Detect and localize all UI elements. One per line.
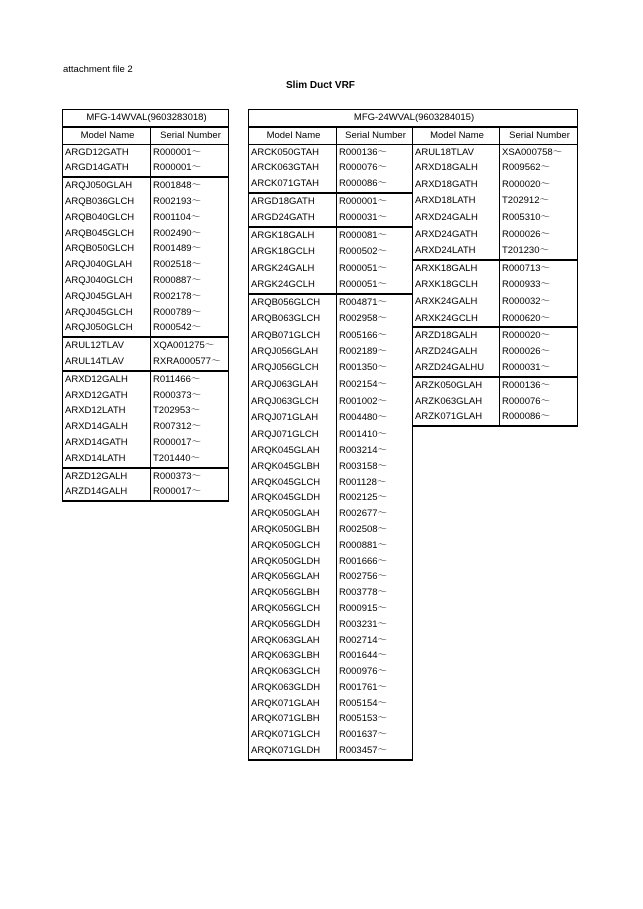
table-row (249, 377, 578, 394)
model-name-cell: ARXK18GCLH (413, 277, 500, 294)
model-name-cell: ARQK045GLCH (249, 475, 337, 491)
model-name-cell: ARXD12GATH (63, 388, 151, 404)
serial-number-cell: R002756〜 (337, 569, 413, 585)
table-row (249, 601, 578, 617)
serial-number-cell: R001350〜 (337, 360, 413, 377)
serial-number-cell: R002508〜 (337, 522, 413, 538)
table-row (63, 354, 229, 371)
table-row (63, 273, 229, 289)
table-row (63, 451, 229, 468)
model-name-cell: ARQK045GLDH (249, 490, 337, 506)
table-row (249, 426, 578, 443)
empty-cell (413, 459, 500, 475)
table-row (63, 194, 229, 210)
model-name-cell: ARQK071GLCH (249, 727, 337, 743)
model-name-cell: ARZK063GLAH (413, 394, 500, 410)
model-name-cell: ARQK056GLBH (249, 585, 337, 601)
model-name-cell: ARUL18TLAV (413, 144, 500, 160)
table-row (249, 277, 578, 294)
serial-number-cell: T202912〜 (500, 193, 578, 210)
model-name-cell: ARXD12GALH (63, 371, 151, 388)
table-row (249, 696, 578, 712)
serial-number-cell: R002189〜 (337, 344, 413, 360)
model-name-cell: ARUL12TLAV (63, 337, 151, 354)
table-row (63, 241, 229, 257)
model-name-cell: ARGK18GALH (249, 227, 337, 244)
serial-number-cell: R000789〜 (151, 305, 229, 321)
document-title: Slim Duct VRF (286, 80, 355, 91)
table-row (63, 177, 229, 194)
model-name-cell: ARUL14TLAV (63, 354, 151, 371)
serial-number-cell: R000081〜 (337, 227, 413, 244)
model-name-cell: ARXK18GALH (413, 260, 500, 277)
table-row (249, 260, 578, 277)
table-row (249, 160, 578, 176)
serial-number-cell: R000017〜 (151, 435, 229, 451)
serial-number-cell: R001666〜 (337, 554, 413, 570)
model-name-cell: ARQK050GLAH (249, 506, 337, 522)
empty-cell (500, 664, 578, 680)
model-name-cell: ARQJ040GLAH (63, 257, 151, 273)
empty-cell (413, 711, 500, 727)
serial-number-cell: R000915〜 (337, 601, 413, 617)
serial-number-cell: R002193〜 (151, 194, 229, 210)
serial-number-cell: R002178〜 (151, 289, 229, 305)
model-name-cell: ARXD14GATH (63, 435, 151, 451)
model-name-cell: ARQJ056GLCH (249, 360, 337, 377)
empty-cell (413, 585, 500, 601)
serial-number-cell: R000051〜 (337, 260, 413, 277)
table-caption: MFG-14WVAL(9603283018) (63, 110, 229, 127)
table-row (249, 538, 578, 554)
serial-number-cell: R000881〜 (337, 538, 413, 554)
serial-number-cell: R000542〜 (151, 320, 229, 337)
serial-number-cell: R002958〜 (337, 311, 413, 328)
table-row (63, 468, 229, 485)
table-row (63, 160, 229, 177)
serial-number-cell: R001104〜 (151, 210, 229, 226)
serial-number-cell: R000086〜 (337, 176, 413, 193)
model-name-cell: ARXD14LATH (63, 451, 151, 468)
serial-number-cell: R001848〜 (151, 177, 229, 194)
serial-number-cell: R007312〜 (151, 419, 229, 435)
model-name-cell: ARGD14GATH (63, 160, 151, 177)
serial-number-cell: R000933〜 (500, 277, 578, 294)
serial-number-cell: R002518〜 (151, 257, 229, 273)
model-name-cell: ARQK045GLBH (249, 459, 337, 475)
table-row (249, 475, 578, 491)
serial-number-cell: R000373〜 (151, 468, 229, 485)
serial-number-cell: R005166〜 (337, 327, 413, 344)
serial-number-cell: R004480〜 (337, 409, 413, 426)
table-row (249, 633, 578, 649)
table-row (63, 419, 229, 435)
serial-number-cell: R003457〜 (337, 743, 413, 760)
serial-number-cell: R009562〜 (500, 160, 578, 176)
model-name-cell: ARCK071GTAH (249, 176, 337, 193)
model-name-cell: ARQK045GLAH (249, 443, 337, 459)
table-row (249, 311, 578, 328)
serial-number-cell: R002154〜 (337, 377, 413, 394)
model-name-cell: ARQB040GLCH (63, 210, 151, 226)
table-row (63, 337, 229, 354)
empty-cell (413, 601, 500, 617)
serial-number-cell: R000136〜 (500, 377, 578, 394)
empty-cell (413, 680, 500, 696)
table-body (63, 144, 229, 501)
serial-number-cell: R000031〜 (500, 360, 578, 377)
model-name-cell: ARQB036GLCH (63, 194, 151, 210)
serial-number-cell: R000713〜 (500, 260, 578, 277)
serial-number-cell: R001128〜 (337, 475, 413, 491)
model-name-cell: ARQJ071GLCH (249, 426, 337, 443)
model-name-cell: ARQJ071GLAH (249, 409, 337, 426)
empty-cell (413, 617, 500, 633)
empty-cell (413, 743, 500, 760)
empty-cell (500, 743, 578, 760)
serial-number-cell: R003158〜 (337, 459, 413, 475)
empty-cell (500, 475, 578, 491)
empty-cell (500, 522, 578, 538)
empty-cell (500, 490, 578, 506)
model-name-cell: ARZD24GALHU (413, 360, 500, 377)
model-name-cell: ARCK050GTAH (249, 144, 337, 160)
table-row (249, 294, 578, 311)
model-name-cell: ARQK071GLBH (249, 711, 337, 727)
table-row (63, 371, 229, 388)
table-row (63, 144, 229, 160)
serial-number-cell: T202953〜 (151, 403, 229, 419)
model-name-cell: ARQK063GLCH (249, 664, 337, 680)
empty-cell (413, 426, 500, 443)
empty-cell (500, 506, 578, 522)
serial-number-cell: R001644〜 (337, 648, 413, 664)
empty-cell (500, 696, 578, 712)
model-name-cell: ARZK071GLAH (413, 409, 500, 426)
serial-number-cell: R001002〜 (337, 394, 413, 410)
serial-number-cell: XSA000758〜 (500, 144, 578, 160)
table-row (63, 484, 229, 501)
serial-number-cell: T201230〜 (500, 243, 578, 260)
serial-number-cell: R000076〜 (500, 394, 578, 410)
model-name-cell: ARXD24GATH (413, 227, 500, 244)
empty-cell (500, 680, 578, 696)
serial-number-cell: R011466〜 (151, 371, 229, 388)
empty-cell (413, 664, 500, 680)
table-row (249, 727, 578, 743)
table-row (249, 585, 578, 601)
table-row (249, 327, 578, 344)
table-row (63, 435, 229, 451)
table-row (249, 144, 578, 160)
serial-number-cell: RXRA000577〜 (151, 354, 229, 371)
model-name-cell: ARXD18GATH (413, 176, 500, 193)
attachment-label: attachment file 2 (63, 64, 133, 75)
model-name-cell: ARQK056GLCH (249, 601, 337, 617)
model-name-cell: ARQK063GLBH (249, 648, 337, 664)
mfg-14wval-table (62, 109, 229, 502)
table-row (249, 193, 578, 210)
table-row (249, 344, 578, 360)
model-name-cell: ARXD24GALH (413, 210, 500, 227)
empty-cell (500, 426, 578, 443)
model-name-cell: ARQJ063GLCH (249, 394, 337, 410)
table-row (63, 289, 229, 305)
table-row (249, 459, 578, 475)
model-name-header: Model Name (413, 127, 500, 144)
model-name-cell: ARCK063GTAH (249, 160, 337, 176)
serial-number-cell: R002677〜 (337, 506, 413, 522)
table-row (249, 522, 578, 538)
table-row (63, 403, 229, 419)
serial-number-cell: R000026〜 (500, 227, 578, 244)
empty-cell (413, 475, 500, 491)
serial-number-cell: R005310〜 (500, 210, 578, 227)
serial-number-header: Serial Number (151, 127, 229, 144)
model-name-cell: ARQB045GLCH (63, 226, 151, 242)
model-name-cell: ARXD14GALH (63, 419, 151, 435)
empty-cell (500, 569, 578, 585)
table-row (249, 409, 578, 426)
model-name-cell: ARXK24GALH (413, 294, 500, 311)
serial-number-cell: R000032〜 (500, 294, 578, 311)
model-name-cell: ARGK24GCLH (249, 277, 337, 294)
empty-cell (500, 459, 578, 475)
serial-number-cell: R000017〜 (151, 484, 229, 501)
table-row (249, 227, 578, 244)
serial-number-cell: R003231〜 (337, 617, 413, 633)
table-row (249, 360, 578, 377)
model-name-cell: ARQK056GLDH (249, 617, 337, 633)
table-row (249, 569, 578, 585)
serial-number-cell: R000086〜 (500, 409, 578, 426)
model-name-cell: ARQK050GLBH (249, 522, 337, 538)
empty-cell (413, 506, 500, 522)
model-name-cell: ARGK24GALH (249, 260, 337, 277)
model-name-cell: ARQK063GLAH (249, 633, 337, 649)
empty-cell (413, 554, 500, 570)
model-name-cell: ARQJ056GLAH (249, 344, 337, 360)
empty-cell (413, 490, 500, 506)
serial-number-cell: R001489〜 (151, 241, 229, 257)
serial-number-cell: R005154〜 (337, 696, 413, 712)
empty-cell (500, 538, 578, 554)
serial-number-cell: R000620〜 (500, 311, 578, 328)
empty-cell (413, 569, 500, 585)
serial-number-cell: R005153〜 (337, 711, 413, 727)
table-row (249, 554, 578, 570)
model-name-cell: ARXD12LATH (63, 403, 151, 419)
empty-cell (413, 538, 500, 554)
serial-number-cell: R000976〜 (337, 664, 413, 680)
serial-number-header: Serial Number (337, 127, 413, 144)
table-row (249, 680, 578, 696)
model-name-cell: ARQK050GLCH (249, 538, 337, 554)
model-name-cell: ARZD14GALH (63, 484, 151, 501)
mfg-24wval-table (248, 109, 578, 761)
model-name-cell: ARXD24LATH (413, 243, 500, 260)
empty-cell (413, 696, 500, 712)
empty-cell (413, 522, 500, 538)
serial-number-cell: XQA001275〜 (151, 337, 229, 354)
serial-number-cell: R000373〜 (151, 388, 229, 404)
table-row (63, 257, 229, 273)
empty-cell (500, 711, 578, 727)
serial-number-cell: R000001〜 (337, 193, 413, 210)
table-row (63, 210, 229, 226)
table-row (249, 711, 578, 727)
model-name-cell: ARQJ045GLAH (63, 289, 151, 305)
model-name-cell: ARZD24GALH (413, 344, 500, 360)
model-name-cell: ARGK18GCLH (249, 243, 337, 260)
empty-cell (500, 601, 578, 617)
model-name-header: Model Name (249, 127, 337, 144)
serial-number-cell: R000136〜 (337, 144, 413, 160)
empty-cell (413, 648, 500, 664)
empty-cell (500, 633, 578, 649)
model-name-cell: ARQK071GLDH (249, 743, 337, 760)
serial-number-cell: R004871〜 (337, 294, 413, 311)
model-name-cell: ARQK056GLAH (249, 569, 337, 585)
model-name-cell: ARQK050GLDH (249, 554, 337, 570)
table-row (63, 388, 229, 404)
serial-number-cell: R000020〜 (500, 327, 578, 344)
table-row (63, 226, 229, 242)
model-name-cell: ARQB071GLCH (249, 327, 337, 344)
serial-number-cell: R003778〜 (337, 585, 413, 601)
table-row (249, 743, 578, 760)
model-name-cell: ARQJ045GLCH (63, 305, 151, 321)
serial-number-cell: R002714〜 (337, 633, 413, 649)
table-row (63, 305, 229, 321)
table-row (249, 243, 578, 260)
model-name-header: Model Name (63, 127, 151, 144)
model-name-cell: ARGD24GATH (249, 210, 337, 227)
serial-number-cell: R001410〜 (337, 426, 413, 443)
table-row (249, 648, 578, 664)
serial-number-cell: T201440〜 (151, 451, 229, 468)
model-name-cell: ARQK063GLDH (249, 680, 337, 696)
model-name-cell: ARQB056GLCH (249, 294, 337, 311)
model-name-cell: ARGD18GATH (249, 193, 337, 210)
serial-number-cell: R002490〜 (151, 226, 229, 242)
serial-number-cell: R000026〜 (500, 344, 578, 360)
table-row (249, 176, 578, 193)
model-name-cell: ARZK050GLAH (413, 377, 500, 394)
table-row (249, 394, 578, 410)
empty-cell (500, 648, 578, 664)
model-name-cell: ARQK071GLAH (249, 696, 337, 712)
serial-number-cell: R002125〜 (337, 490, 413, 506)
model-name-cell: ARGD12GATH (63, 144, 151, 160)
empty-cell (500, 727, 578, 743)
model-name-cell: ARQJ040GLCH (63, 273, 151, 289)
serial-number-cell: R000887〜 (151, 273, 229, 289)
model-name-cell: ARQJ063GLAH (249, 377, 337, 394)
table-row (249, 664, 578, 680)
model-name-cell: ARXD18LATH (413, 193, 500, 210)
table-row (249, 617, 578, 633)
serial-number-cell: R000031〜 (337, 210, 413, 227)
serial-number-cell: R000001〜 (151, 160, 229, 177)
serial-number-header: Serial Number (500, 127, 578, 144)
serial-number-cell: R000020〜 (500, 176, 578, 193)
serial-number-cell: R003214〜 (337, 443, 413, 459)
table-row (63, 320, 229, 337)
table-row (249, 506, 578, 522)
empty-cell (413, 633, 500, 649)
empty-cell (500, 617, 578, 633)
model-name-cell: ARXK24GCLH (413, 311, 500, 328)
serial-number-cell: R000051〜 (337, 277, 413, 294)
empty-cell (413, 443, 500, 459)
empty-cell (500, 554, 578, 570)
serial-number-cell: R000001〜 (151, 144, 229, 160)
empty-cell (500, 585, 578, 601)
table-row (249, 443, 578, 459)
serial-number-cell: R000076〜 (337, 160, 413, 176)
serial-number-cell: R000502〜 (337, 243, 413, 260)
model-name-cell: ARZD18GALH (413, 327, 500, 344)
table-body (249, 144, 578, 760)
model-name-cell: ARXD18GALH (413, 160, 500, 176)
empty-cell (500, 443, 578, 459)
empty-cell (413, 727, 500, 743)
table-row (249, 210, 578, 227)
table-row (249, 490, 578, 506)
model-name-cell: ARQJ050GLCH (63, 320, 151, 337)
serial-number-cell: R001761〜 (337, 680, 413, 696)
table-caption: MFG-24WVAL(9603284015) (249, 110, 578, 127)
model-name-cell: ARZD12GALH (63, 468, 151, 485)
model-name-cell: ARQB063GLCH (249, 311, 337, 328)
serial-number-cell: R001637〜 (337, 727, 413, 743)
model-name-cell: ARQJ050GLAH (63, 177, 151, 194)
model-name-cell: ARQB050GLCH (63, 241, 151, 257)
